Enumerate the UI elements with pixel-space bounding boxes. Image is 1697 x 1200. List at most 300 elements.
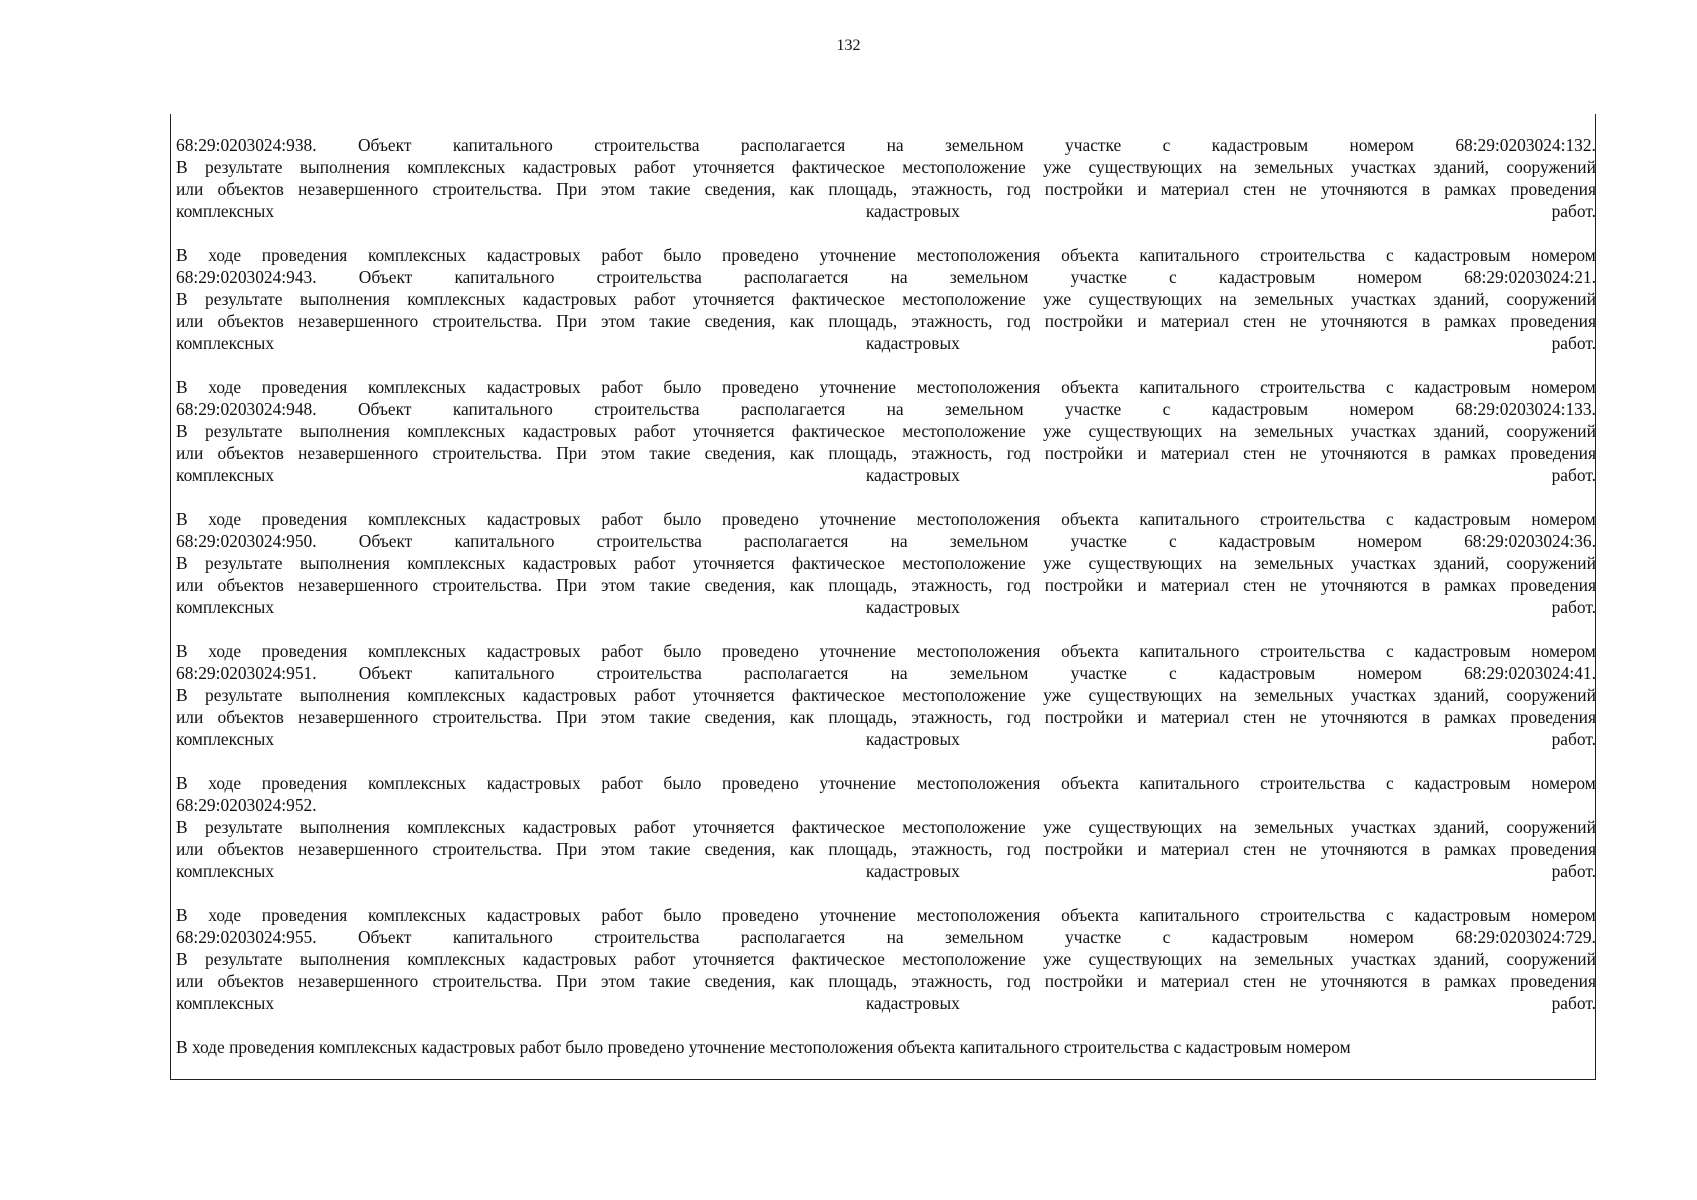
word: материал <box>1160 179 1229 199</box>
word: Объект <box>357 399 412 419</box>
word: с <box>1162 399 1171 419</box>
word: номером <box>1357 663 1422 683</box>
word: с <box>1385 509 1394 529</box>
word: проведения <box>261 245 348 265</box>
text-line <box>176 684 1596 706</box>
word: было <box>663 641 702 661</box>
word: объекта <box>1061 245 1119 265</box>
word: В <box>176 773 188 793</box>
word: комплексных <box>407 685 506 705</box>
word: было <box>663 509 702 529</box>
word: проведено <box>721 377 799 397</box>
word: строительства. <box>432 707 542 727</box>
word: располагается <box>740 927 846 947</box>
word: постройки <box>1044 179 1124 199</box>
text-line <box>176 772 1596 794</box>
word: уточняется <box>692 685 775 705</box>
word: незавершенного <box>298 707 419 727</box>
word: участке <box>1070 531 1127 551</box>
word: на <box>1219 949 1237 969</box>
word: площадь, <box>828 443 898 463</box>
word: В <box>176 421 188 441</box>
word: номером <box>1357 531 1422 551</box>
word: комплексных <box>407 157 506 177</box>
paragraph <box>176 376 1596 486</box>
text-line: В ходе проведения комплексных кадастровых работ было проведено уточнение местоположения объекта капитального строительства с кадастровым номером <box>176 1037 1351 1057</box>
word: проведения <box>1510 839 1596 859</box>
word: рамках <box>1444 311 1497 331</box>
word: уточнение <box>819 377 896 397</box>
word: проведения <box>1510 311 1596 331</box>
word: располагается <box>744 531 849 551</box>
word: площадь, <box>828 971 898 991</box>
word: с <box>1162 135 1171 155</box>
word: В <box>176 245 188 265</box>
word: кадастровых <box>522 157 617 177</box>
word: рамках <box>1444 707 1497 727</box>
word: стен <box>1243 971 1276 991</box>
text-line <box>176 992 1596 1014</box>
word: выполнения <box>299 421 390 441</box>
word: капитального <box>454 663 555 683</box>
text-line <box>176 640 1596 662</box>
text-line <box>176 508 1596 530</box>
word: ходе <box>208 773 242 793</box>
word: проведено <box>721 641 799 661</box>
word: В <box>176 641 188 661</box>
word: Объект <box>358 531 413 551</box>
word: уже <box>1043 289 1072 309</box>
word: местоположения <box>916 905 1041 925</box>
word: сведения, <box>704 839 776 859</box>
word: земельном <box>945 135 1024 155</box>
word: материал <box>1160 971 1229 991</box>
word: комплексных <box>367 905 467 925</box>
word: уточняется <box>692 817 775 837</box>
word: кадастровых <box>865 861 960 881</box>
word: 68:29:0203024:36. <box>1464 531 1596 551</box>
word: незавершенного <box>298 179 419 199</box>
word: с <box>1162 927 1171 947</box>
word: работ <box>601 641 643 661</box>
text-line <box>176 178 1596 200</box>
word: В <box>176 509 188 529</box>
word: Объект <box>358 267 413 287</box>
word: строительства <box>1260 641 1366 661</box>
word: номером <box>1531 905 1596 925</box>
word: комплексных <box>367 377 467 397</box>
word: не <box>1289 311 1307 331</box>
word: и <box>1137 707 1147 727</box>
word: работ <box>601 905 643 925</box>
word: постройки <box>1044 971 1124 991</box>
word: работ. <box>1551 861 1596 881</box>
word: Объект <box>357 135 412 155</box>
word: на <box>890 531 908 551</box>
word: на <box>890 267 908 287</box>
word: работ <box>601 245 643 265</box>
word: не <box>1289 707 1307 727</box>
word: этажность, <box>911 443 993 463</box>
word: Объект <box>357 927 412 947</box>
word: существующих <box>1088 817 1203 837</box>
word: кадастровых <box>486 773 581 793</box>
text-line <box>176 926 1596 948</box>
word: сооружений <box>1506 553 1596 573</box>
word: комплексных <box>407 949 506 969</box>
word: 68:29:0203024:21. <box>1464 267 1596 287</box>
word: уточняются <box>1320 707 1408 727</box>
word: уточняются <box>1320 575 1408 595</box>
word: уточнение <box>819 509 896 529</box>
word: комплексных <box>176 333 275 353</box>
word: незавершенного <box>298 839 419 859</box>
word: сведения, <box>704 179 776 199</box>
word: не <box>1289 443 1307 463</box>
word: с <box>1385 641 1394 661</box>
word: строительства <box>1260 773 1366 793</box>
word: уже <box>1043 817 1072 837</box>
word: капитального <box>454 531 555 551</box>
word: результате <box>205 949 283 969</box>
word: незавершенного <box>298 575 419 595</box>
word: существующих <box>1088 949 1203 969</box>
word: или <box>176 575 204 595</box>
word: работ <box>634 421 676 441</box>
word: В <box>176 157 188 177</box>
word: комплексных <box>176 861 275 881</box>
word: комплексных <box>407 817 506 837</box>
word: постройки <box>1044 839 1124 859</box>
word: как <box>789 707 815 727</box>
word: проведения <box>1510 443 1596 463</box>
word: земельных <box>1254 421 1334 441</box>
word: строительства. <box>432 443 542 463</box>
word: площадь, <box>828 707 898 727</box>
word: кадастровых <box>486 905 581 925</box>
word: результате <box>205 817 283 837</box>
word: кадастровых <box>865 597 960 617</box>
table-cell-frame <box>170 114 1596 1080</box>
word: было <box>663 245 702 265</box>
word: или <box>176 311 204 331</box>
word: сооружений <box>1506 949 1596 969</box>
word: комплексных <box>176 729 275 749</box>
word: При <box>556 971 587 991</box>
word: незавершенного <box>298 443 419 463</box>
word: существующих <box>1088 289 1203 309</box>
word: и <box>1137 971 1147 991</box>
word: проведения <box>261 773 348 793</box>
word: уже <box>1043 685 1072 705</box>
word: земельном <box>945 399 1024 419</box>
word: существующих <box>1088 553 1203 573</box>
word: зданий, <box>1433 685 1490 705</box>
text-line <box>176 398 1596 420</box>
word: ходе <box>208 509 242 529</box>
word: кадастровым <box>1218 663 1316 683</box>
word: уточняются <box>1320 839 1408 859</box>
word: этом <box>600 179 636 199</box>
word: местоположение <box>902 949 1026 969</box>
word: работ <box>601 773 643 793</box>
text-line <box>176 838 1596 860</box>
word: строительства. <box>432 311 542 331</box>
word: в <box>1421 971 1431 991</box>
word: постройки <box>1044 443 1124 463</box>
paragraph <box>176 134 1596 222</box>
word: проведения <box>1510 575 1596 595</box>
word: кадастровых <box>486 377 581 397</box>
word: номером <box>1349 399 1414 419</box>
word: как <box>789 839 815 859</box>
word: кадастровых <box>865 333 960 353</box>
word: в <box>1421 707 1431 727</box>
word: незавершенного <box>298 311 419 331</box>
word: местоположения <box>916 641 1041 661</box>
word: комплексных <box>367 641 467 661</box>
word: строительства. <box>432 179 542 199</box>
word: на <box>1219 817 1237 837</box>
word: проведено <box>721 509 799 529</box>
word: как <box>789 971 815 991</box>
word: располагается <box>740 135 846 155</box>
word: на <box>886 399 904 419</box>
word: кадастровым <box>1211 135 1309 155</box>
word: площадь, <box>828 839 898 859</box>
word: объекта <box>1061 905 1119 925</box>
word: как <box>789 575 815 595</box>
word: на <box>1219 553 1237 573</box>
word: на <box>1219 685 1237 705</box>
word: кадастровым <box>1218 267 1316 287</box>
word: местоположение <box>902 817 1026 837</box>
word: При <box>556 443 587 463</box>
text-line <box>176 200 1596 222</box>
word: строительства <box>596 663 702 683</box>
word: кадастровым <box>1211 399 1309 419</box>
text-line <box>176 442 1596 464</box>
word: При <box>556 839 587 859</box>
word: работ <box>634 817 676 837</box>
word: участках <box>1351 685 1417 705</box>
word: стен <box>1243 839 1276 859</box>
word: как <box>789 443 815 463</box>
word: уточнение <box>819 641 896 661</box>
text-line <box>176 288 1596 310</box>
word: кадастровых <box>486 641 581 661</box>
word: год <box>1006 443 1031 463</box>
word: номером <box>1531 509 1596 529</box>
word: сооружений <box>1506 157 1596 177</box>
word: уже <box>1043 553 1072 573</box>
word: постройки <box>1044 575 1124 595</box>
word: кадастровых <box>522 421 617 441</box>
word: не <box>1289 839 1307 859</box>
word: выполнения <box>299 685 390 705</box>
word: этажность, <box>911 575 993 595</box>
word: незавершенного <box>298 971 419 991</box>
word: местоположения <box>916 509 1041 529</box>
word: проведения <box>261 905 348 925</box>
word: с <box>1385 245 1394 265</box>
word: кадастровых <box>865 465 960 485</box>
word: с <box>1385 905 1394 925</box>
text-line <box>176 530 1596 552</box>
word: на <box>1219 157 1237 177</box>
text-line <box>176 134 1596 156</box>
word: стен <box>1243 179 1276 199</box>
word: строительства <box>596 267 702 287</box>
word: капитального <box>452 399 553 419</box>
word: работ <box>634 289 676 309</box>
word: год <box>1006 575 1031 595</box>
word: комплексных <box>407 289 506 309</box>
word: объектов <box>217 575 284 595</box>
word: кадастровым <box>1414 245 1511 265</box>
word: уточняются <box>1320 179 1408 199</box>
word: местоположение <box>902 421 1026 441</box>
word: работ <box>634 553 676 573</box>
word: этом <box>600 707 636 727</box>
word: строительства <box>1260 905 1366 925</box>
text-line <box>176 794 1596 816</box>
text-line <box>176 596 1596 618</box>
word: с <box>1169 663 1177 683</box>
word: кадастровых <box>522 685 617 705</box>
word: работ. <box>1551 201 1596 221</box>
word: участках <box>1351 553 1417 573</box>
word: фактическое <box>791 157 885 177</box>
word: строительства. <box>432 839 542 859</box>
text-line <box>176 464 1596 486</box>
word: или <box>176 839 204 859</box>
word: уточняется <box>692 949 775 969</box>
word: уточнение <box>819 773 896 793</box>
word: материал <box>1160 707 1229 727</box>
word: кадастровым <box>1218 531 1316 551</box>
word: работ. <box>1551 729 1596 749</box>
word: капитального <box>1139 509 1240 529</box>
word: 68:29:0203024:41. <box>1464 663 1596 683</box>
paragraph <box>176 1036 1596 1058</box>
word: кадастровых <box>522 817 617 837</box>
word: уточняется <box>692 157 775 177</box>
word: зданий, <box>1433 421 1490 441</box>
word: капитального <box>452 927 553 947</box>
word: работ <box>601 509 643 529</box>
word: В <box>176 377 188 397</box>
word: на <box>886 135 904 155</box>
word: на <box>1219 289 1237 309</box>
word: постройки <box>1044 707 1124 727</box>
word: результате <box>205 685 283 705</box>
word: В <box>176 289 188 309</box>
word: стен <box>1243 443 1276 463</box>
word: уточняется <box>692 553 775 573</box>
word: земельных <box>1254 157 1334 177</box>
word: уточняется <box>692 289 775 309</box>
word: с <box>1169 267 1177 287</box>
word: капитального <box>1139 641 1240 661</box>
word: 68:29:0203024:943. <box>176 267 317 287</box>
word: объекта <box>1061 509 1119 529</box>
word: земельных <box>1254 685 1334 705</box>
word: этом <box>600 443 636 463</box>
word: сведения, <box>704 575 776 595</box>
word: кадастровых <box>522 553 617 573</box>
word: строительства <box>594 135 700 155</box>
word: 68:29:0203024:132. <box>1455 135 1596 155</box>
word: объектов <box>217 839 284 859</box>
word: площадь, <box>828 311 898 331</box>
word: зданий, <box>1433 817 1490 837</box>
word: В <box>176 949 188 969</box>
text-line <box>176 574 1596 596</box>
word: с <box>1385 377 1394 397</box>
word: как <box>789 179 815 199</box>
word: стен <box>1243 311 1276 331</box>
word: объекта <box>1061 773 1119 793</box>
text-line <box>176 904 1596 926</box>
word: в <box>1421 179 1431 199</box>
word: кадастровых <box>865 729 960 749</box>
word: фактическое <box>791 289 885 309</box>
word: рамках <box>1444 971 1497 991</box>
word: или <box>176 179 204 199</box>
word: комплексных <box>407 421 506 441</box>
word: проведения <box>261 377 348 397</box>
word: номером <box>1357 267 1422 287</box>
word: фактическое <box>791 421 885 441</box>
text-line <box>176 552 1596 574</box>
word: зданий, <box>1433 157 1490 177</box>
word: Объект <box>358 663 413 683</box>
word: 68:29:0203024:951. <box>176 663 317 683</box>
word: комплексных <box>176 597 275 617</box>
word: участке <box>1070 267 1127 287</box>
word: сведения, <box>704 707 776 727</box>
word: строительства <box>1260 245 1366 265</box>
word: объекта <box>1061 641 1119 661</box>
text-line <box>176 420 1596 442</box>
word: местоположения <box>916 377 1041 397</box>
word: участках <box>1351 289 1417 309</box>
word: на <box>886 927 904 947</box>
word: материал <box>1160 443 1229 463</box>
word: сведения, <box>704 311 776 331</box>
word: этажность, <box>911 179 993 199</box>
paragraph <box>176 508 1596 618</box>
word: проведено <box>721 773 799 793</box>
word: выполнения <box>299 817 390 837</box>
word: стен <box>1243 575 1276 595</box>
word: уточняются <box>1320 311 1408 331</box>
word: ходе <box>208 641 242 661</box>
word: земельном <box>949 531 1029 551</box>
word: этажность, <box>911 839 993 859</box>
word: строительства. <box>432 575 542 595</box>
word: номером <box>1531 245 1596 265</box>
word: в <box>1421 311 1431 331</box>
word: существующих <box>1088 157 1203 177</box>
word: комплексных <box>367 245 467 265</box>
word: кадастровых <box>522 289 617 309</box>
word: уже <box>1043 157 1072 177</box>
text-line <box>176 310 1596 332</box>
word: не <box>1289 971 1307 991</box>
word: на <box>890 663 908 683</box>
